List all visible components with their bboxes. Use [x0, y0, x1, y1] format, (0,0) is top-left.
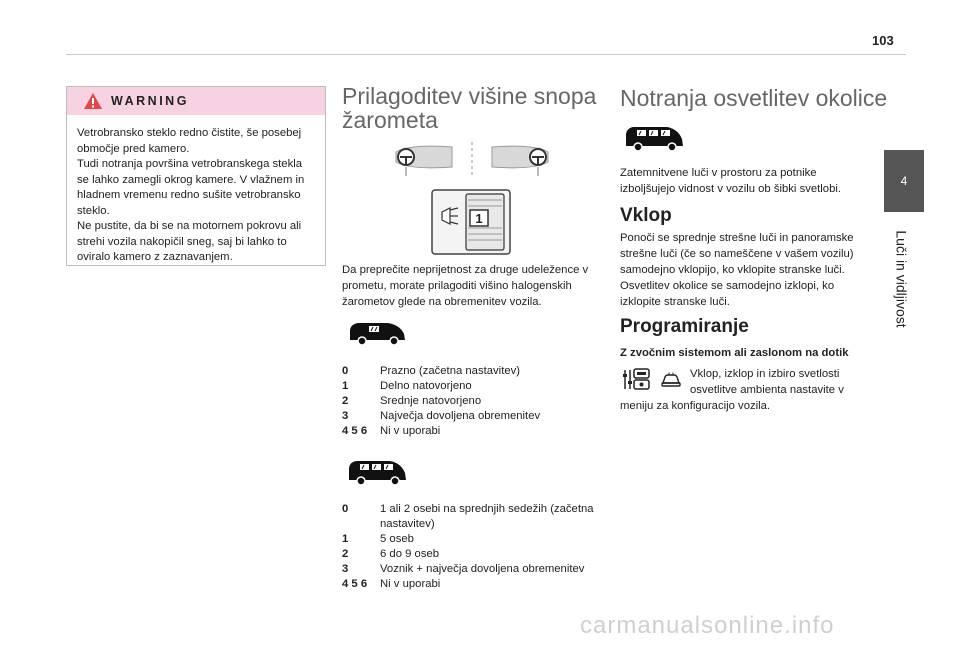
van-settings-list — [342, 364, 600, 439]
thumbwheel-label: 1 — [475, 211, 483, 226]
warning-icon — [83, 92, 111, 110]
list-item — [342, 502, 600, 532]
list-item — [342, 364, 600, 379]
programming-heading: Programiranje — [620, 316, 749, 337]
setting-key: 0 — [342, 503, 349, 515]
passenger-settings-list — [342, 502, 600, 592]
setting-value: Ni v uporabi — [380, 578, 441, 590]
list-item — [342, 562, 600, 577]
setting-key: 0 — [342, 365, 349, 377]
chapter-title — [888, 214, 916, 344]
thumbwheel-icon — [432, 190, 510, 254]
programming-text-continued: meniju za konfiguracijo vozila. — [620, 400, 771, 412]
setting-key: 1 — [342, 533, 349, 545]
setting-key: 3 — [342, 410, 349, 422]
setting-value: Največja dovoljena obremenitev — [380, 410, 541, 422]
setting-value: 5 oseb — [380, 533, 414, 545]
setting-key: 2 — [342, 548, 349, 560]
programming-subtitle: Z zvočnim sistemom ali zaslonom na dotik — [620, 347, 849, 359]
setting-value: 6 do 9 oseb — [380, 548, 440, 560]
watermark: carmanualsonline.info — [580, 612, 835, 639]
list-item — [342, 547, 600, 562]
headlamp-section-title: Prilagoditev višine snopa žarometa — [342, 83, 597, 133]
setting-key: 1 — [342, 380, 349, 392]
top-rule — [66, 54, 906, 55]
on-text: Ponoči se sprednje strešne luči in panoramske strešne luči (če so nameščene v vašem vozilu) samodejno vklopijo, ko vklopite stranske luči. Osvetlitev okolice se samodejno izklopi, ko izklopite stranske luči. — [620, 232, 854, 308]
list-item — [342, 532, 600, 547]
setting-value: Delno natovorjeno — [380, 380, 472, 392]
setting-value: Ni v uporabi — [380, 425, 441, 437]
list-item — [342, 424, 600, 439]
setting-key: 3 — [342, 563, 349, 575]
warning-box — [66, 86, 326, 266]
chapter-title-text: Luči in vidljivost — [894, 230, 911, 328]
headlamp-illustration — [392, 140, 552, 256]
warning-body — [67, 115, 325, 266]
setting-value: Srednje natovorjeno — [380, 395, 482, 407]
setting-key: 2 — [342, 395, 349, 407]
page-number: 103 — [872, 33, 894, 48]
warning-paragraph: Tudi notranja površina vetrobranskega stekla se lahko zamegli okrog kamere. V vlažnem in hladnem vremenu redno sušite vetrobransko steklo. — [77, 158, 305, 217]
van-icon — [346, 320, 408, 346]
headlamp-icon — [492, 146, 548, 176]
list-item — [342, 577, 600, 592]
setting-key: 4 5 6 — [342, 578, 368, 590]
ambient-description: Zatemnitvene luči v prostoru za potnike izboljšujejo vidnost v vozilu ob šibki svetlobi. — [620, 167, 842, 195]
car-light-icon — [660, 372, 682, 388]
warning-paragraph: Ne pustite, da bi se na motornem pokrovu ali strehi vozila nakopičil sneg, saj bi lahko to oviralo kamero z zaznavanjem. — [77, 220, 302, 263]
ambient-section-title: Notranja osvetlitev okolice — [620, 85, 888, 111]
list-item — [342, 409, 600, 424]
programming-text: Vklop, izklop in izbiro svetlosti osvetlitve ambienta nastavite v — [690, 368, 844, 396]
passenger-van-icon — [346, 458, 408, 486]
passenger-van-icon — [623, 124, 685, 152]
warning-header — [67, 87, 325, 115]
list-item — [342, 394, 600, 409]
setting-value: 1 ali 2 osebi na sprednjih sedežih (začetna nastavitev) — [380, 503, 594, 530]
list-item — [342, 379, 600, 394]
warning-title: WARNING — [111, 94, 189, 108]
setting-value: Voznik + največja dovoljena obremenitev — [380, 563, 585, 575]
chapter-tab[interactable]: 4 — [884, 150, 924, 212]
setting-value: Prazno (začetna nastavitev) — [380, 365, 521, 377]
car-settings-icon — [622, 367, 652, 391]
setting-key: 4 5 6 — [342, 425, 368, 437]
on-heading: Vklop — [620, 205, 672, 226]
headlamp-icon — [396, 146, 452, 176]
headlamp-description: Da preprečite neprijetnost za druge udeležence v prometu, morate prilagoditi višino halogenskih žarometov glede na obremenitev vozila. — [342, 264, 589, 308]
warning-paragraph: Vetrobransko steklo redno čistite, še posebej območje pred kamero. — [77, 127, 302, 155]
